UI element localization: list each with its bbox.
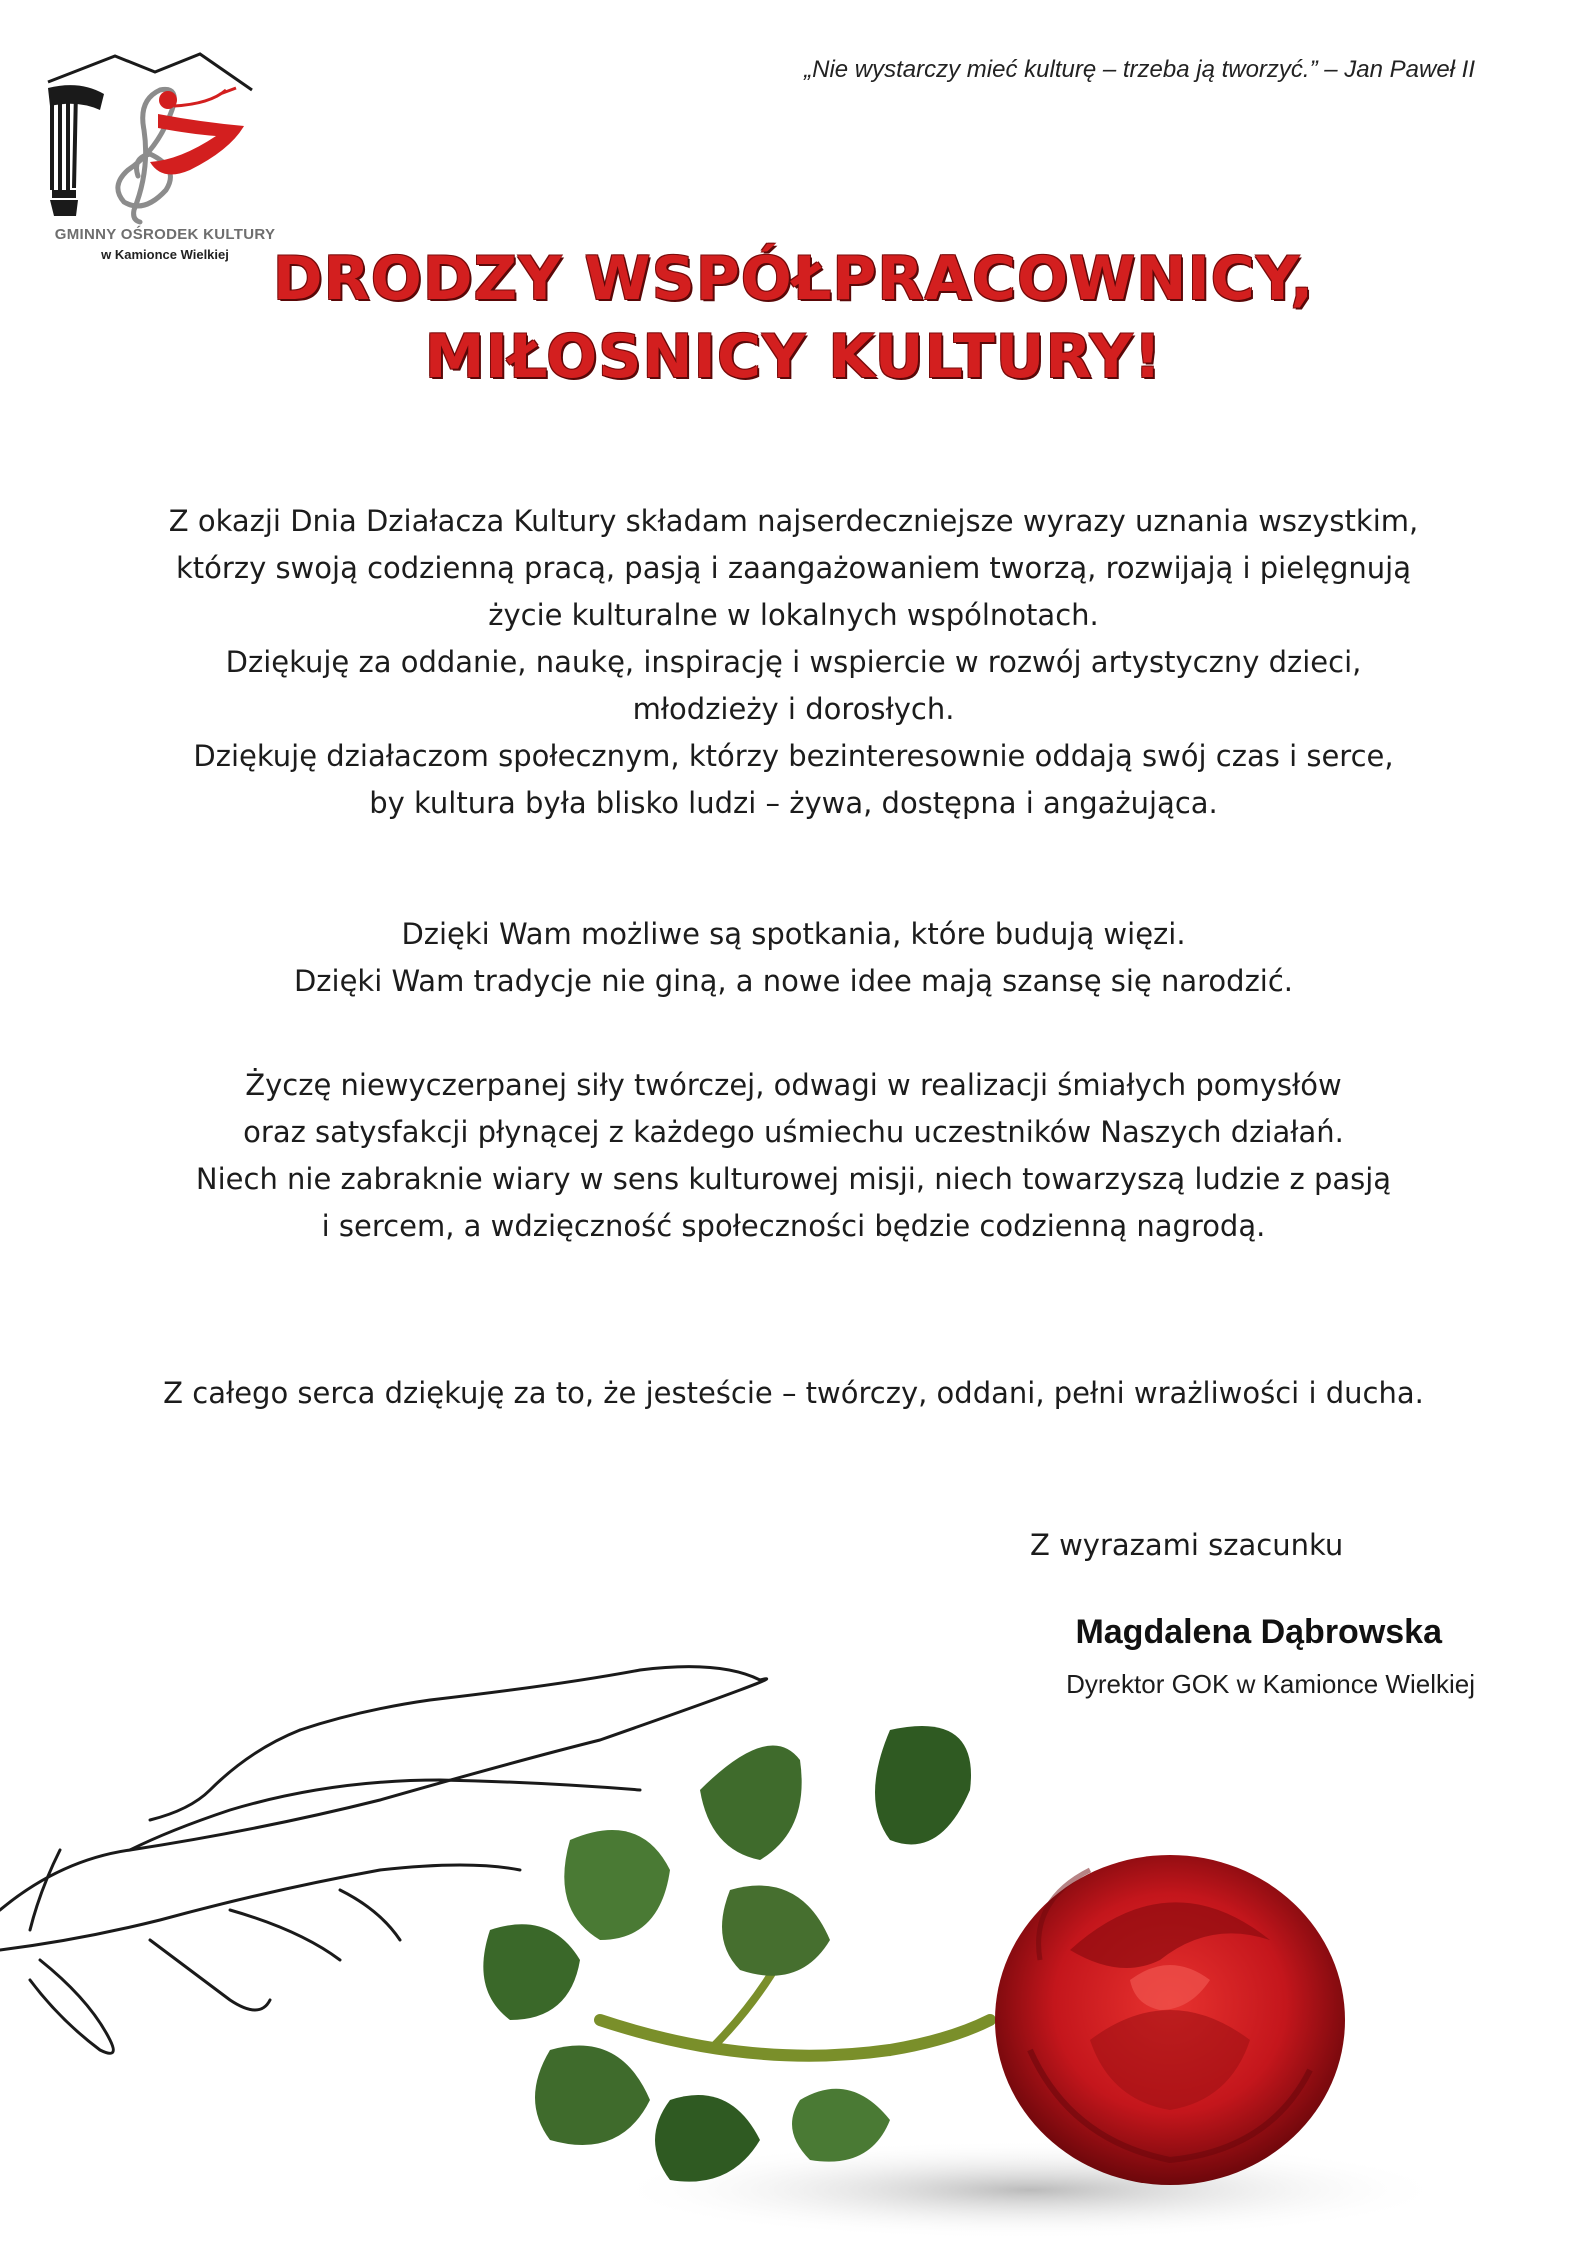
text-line: oraz satysfakcji płynącej z każdego uśmiechu uczestników Naszych działań. — [243, 1115, 1344, 1149]
theatre-music-logo-icon — [40, 50, 290, 230]
paragraph-final-thanks — [80, 1370, 1507, 1417]
heading-line-2: MIŁOSNICY KULTURY! — [424, 322, 1163, 392]
gok-logo — [40, 50, 290, 265]
text-line: którzy swoją codzienną pracą, pasją i zaangażowaniem tworzą, rozwijają i pielęgnują — [176, 551, 1411, 585]
text-line: Dzięki Wam tradycje nie giną, a nowe idee mają szansę się narodzić. — [293, 964, 1294, 998]
text-line: Życzę niewyczerpanej siły twórczej, odwagi w realizacji śmiałych pomysłów — [245, 1068, 1342, 1102]
paragraph-thanks-to-you — [80, 911, 1507, 1005]
text-line: i sercem, a wdzięczność społeczności będzie codzienną nagrodą. — [321, 1209, 1266, 1243]
paragraph-wishes — [80, 1062, 1507, 1250]
text-line: by kultura była blisko ludzi – żywa, dostępna i angażująca. — [369, 786, 1218, 820]
logo-name-line: GMINNY OŚRODEK KULTURY — [54, 226, 276, 243]
text-line: Z całego serca dziękuję za to, że jesteście – twórczy, oddani, pełni wrażliwości i ducha. — [163, 1376, 1424, 1410]
heading-line-1: DRODZY WSPÓŁPRACOWNICY, — [272, 244, 1315, 314]
text-line: Z okazji Dnia Działacza Kultury składam najserdeczniejsze wyrazy uznania wszystkim, — [168, 504, 1419, 538]
text-line: Dziękuję za oddanie, naukę, inspirację i wspiercie w rozwój artystyczny dzieci, — [225, 645, 1362, 679]
text-line: Dziękuję działaczom społecznym, którzy bezinteresownie oddają swój czas i serce, — [193, 739, 1394, 773]
red-rose-icon — [470, 1720, 1470, 2245]
text-line: Niech nie zabraknie wiary w sens kulturowej misji, niech towarzyszą ludzie z pasją — [195, 1162, 1392, 1196]
logo-location-line: w Kamionce Wielkiej — [101, 247, 229, 262]
text-line: życie kulturalne w lokalnych wspólnotach. — [488, 598, 1099, 632]
signer-name: Magdalena Dąbrowska — [1075, 1613, 1442, 1651]
paragraph-thanks — [80, 498, 1507, 827]
header-quote: „Nie wystarczy mieć kulturę – trzeba ją tworzyć.” – Jan Paweł II — [804, 56, 1475, 83]
text-line: młodzieży i dorosłych. — [632, 692, 955, 726]
text-line: Dzięki Wam możliwe są spotkania, które budują więzi. — [401, 917, 1186, 951]
signer-role: Dyrektor GOK w Kamionce Wielkiej — [1066, 1669, 1475, 1699]
closing-phrase: Z wyrazami szacunku — [1030, 1528, 1344, 1562]
